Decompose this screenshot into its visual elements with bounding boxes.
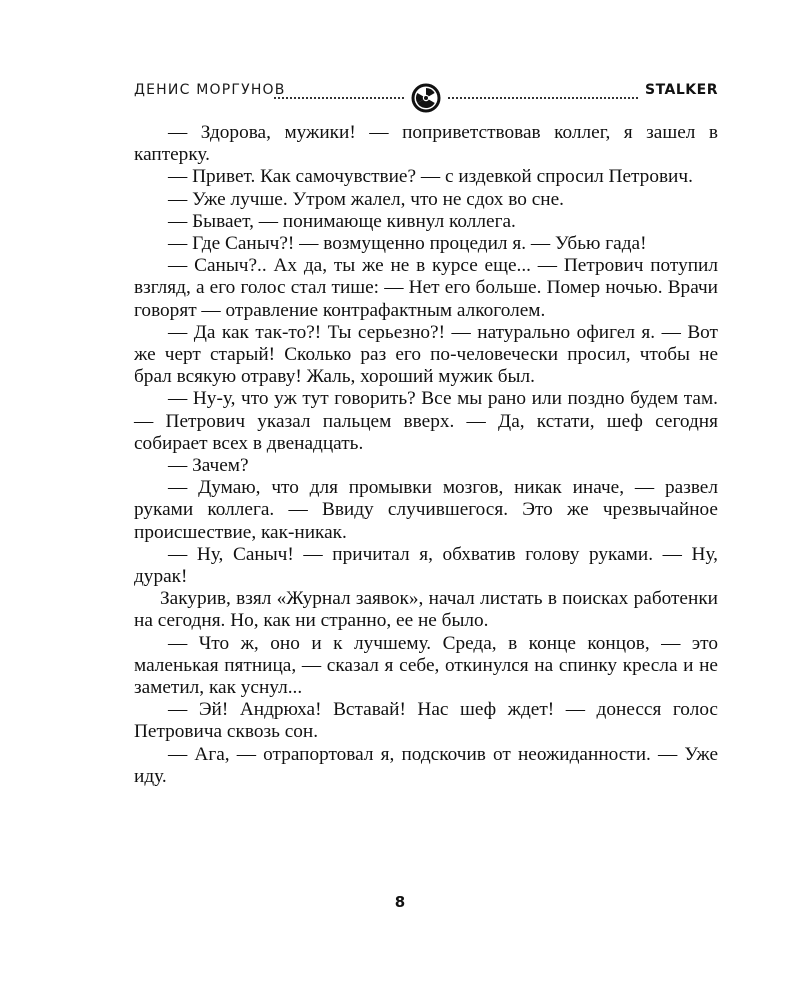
paragraph: — Что ж, оно и к лучшему. Среда, в конце концов, — это маленькая пятница, — сказал я себе, откинулся на спинку кресла и не заметил, как уснул... xyxy=(134,632,718,699)
paragraph: — Думаю, что для промывки мозгов, никак иначе, — развел руками коллега. — Ввиду случившегося. Это же чрезвычайное происшествие, как-никак. xyxy=(134,477,718,543)
paragraph: — Где Саныч?! — возмущенно процедил я. — Убью гада! xyxy=(168,233,647,255)
paragraph: — Эй! Андрюха! Вставай! Нас шеф ждет! — донесся голос Петровича сквозь сон. xyxy=(134,699,718,743)
paragraph: — Привет. Как самочувствие? — с издевкой спросил Петрович. xyxy=(168,166,693,188)
running-head xyxy=(134,80,718,110)
paragraph: — Здорова, мужики! — поприветствовав коллег, я зашел в каптерку. xyxy=(134,122,718,166)
paragraph: — Да как так-то?! Ты серьезно?! — натурально офигел я. — Вот же черт старый! Сколько раз его по-человечески просил, чтобы не брал всякую отраву! Жаль, хороший мужик был. xyxy=(134,321,718,388)
page-number: 8 xyxy=(394,893,406,911)
paragraph: — Ну, Саныч! — причитал я, обхватив голову руками. — Ну, дурак! xyxy=(134,543,718,588)
header-dotted-rule-right xyxy=(448,97,638,99)
author-name: ДЕНИС МОРГУНОВ xyxy=(134,82,286,98)
series-title: STALKER xyxy=(645,82,718,98)
body-text xyxy=(134,122,718,788)
header-dotted-rule-left xyxy=(274,97,404,99)
paragraph: — Ага, — отрапортовал я, подскочив от неожиданности. — Уже иду. xyxy=(134,743,718,787)
paragraph: — Саныч?.. Ах да, ты же не в курсе еще... — Петрович потупил взгляд, а его голос стал тише: — Нет его больше. Помер ночью. Врачи говорят — отравление контрафактным алкоголем. xyxy=(134,255,718,321)
radiation-icon xyxy=(411,83,441,113)
paragraph: Закурив, взял «Журнал заявок», начал листать в поисках работенки на сегодня. Но, как ни странно, ее не было. xyxy=(134,588,718,632)
paragraph: — Зачем? xyxy=(168,455,249,477)
paragraph: — Ну-у, что уж тут говорить? Все мы рано или поздно будем там. — Петрович указал пальцем вверх. — Да, кстати, шеф сегодня собирает всех в двенадцать. xyxy=(134,388,718,454)
paragraph: — Уже лучше. Утром жалел, что не сдох во сне. xyxy=(168,188,564,210)
paragraph: — Бывает, — понимающе кивнул коллега. xyxy=(168,210,516,232)
